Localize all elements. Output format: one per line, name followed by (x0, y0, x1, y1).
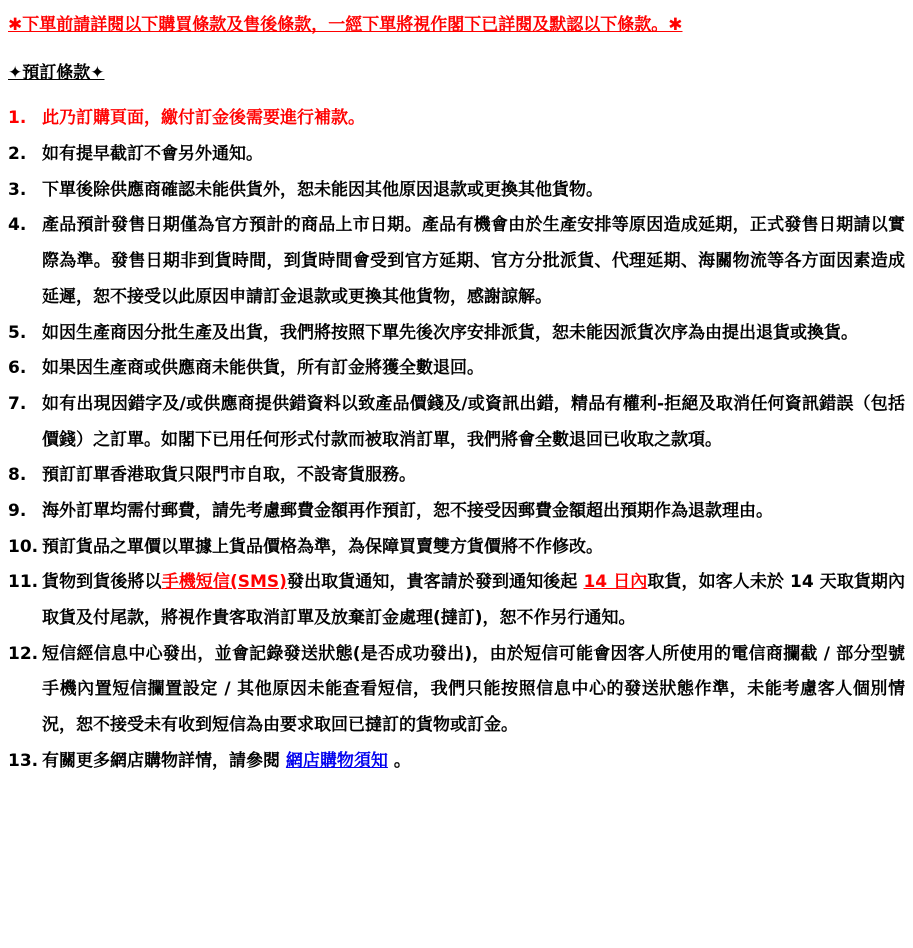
term-item (8, 101, 905, 137)
term-text (42, 137, 905, 173)
term-number: 13. (8, 750, 39, 771)
term-number: 9. (8, 500, 27, 521)
term-text (42, 458, 905, 494)
term-number: 7. (8, 393, 27, 414)
term-text (42, 530, 905, 566)
term-item (8, 173, 905, 209)
term-text (42, 387, 905, 458)
shop-notice-link[interactable]: 網店購物須知 (285, 750, 388, 771)
term-segment: 如果因生產商或供應商未能供貨，所有訂金將獲全數退回。 (42, 358, 484, 379)
term-segment: 。 (387, 750, 411, 771)
term-number: 10. (8, 536, 39, 557)
term-number: 4. (8, 215, 27, 236)
term-segment: 如因生產商因分批生產及出貨，我們將按照下單先後次序安排派貨，恕未能因派貨次序為由提出退貨或換貨。 (42, 322, 858, 343)
term-segment: 下單後除供應商確認未能供貨外，恕未能因其他原因退款或更換其他貨物。 (42, 179, 603, 200)
term-number: 2. (8, 144, 27, 165)
term-segment: 預訂貨品之單價以單據上貨品價格為準，為保障買賣雙方貨價將不作修改。 (42, 536, 603, 557)
term-number: 11. (8, 572, 39, 593)
term-segment: 如有出現因錯字及/或供應商提供錯資料以致產品價錢及/或資訊出錯，精品有權利-拒絕及取消任何資訊錯誤（包括價錢）之訂單。如閣下已用任何形式付款而被取消訂單，我們將會全數退回已收取之款項。 (42, 393, 905, 450)
term-item (8, 351, 905, 387)
term-number: 1. (8, 108, 27, 129)
section-heading: ✦預訂條款✦ (8, 62, 105, 83)
term-number: 12. (8, 643, 39, 664)
term-segment: 預訂訂單香港取貨只限門市自取，不設寄貨服務。 (42, 465, 416, 486)
term-segment: 取貨，如客人未於 14 天取貨期內取貨及付尾款，將視作貴客取消訂單及放棄訂金處理(撻訂)，恕不作另行通知。 (42, 572, 906, 628)
term-number: 3. (8, 179, 27, 200)
term-text (42, 351, 905, 387)
term-segment: 發出取貨通知，貴客請於發到通知後起 (286, 572, 584, 593)
term-number: 6. (8, 358, 27, 379)
term-text (42, 101, 905, 137)
term-item (8, 565, 905, 636)
term-item (8, 387, 905, 458)
term-text (42, 637, 905, 744)
term-item (8, 744, 905, 780)
term-segment: 海外訂單均需付郵費，請先考慮郵費金額再作預訂，恕不接受因郵費金額超出預期作為退款理由。 (42, 500, 773, 521)
terms-list (8, 101, 905, 779)
term-item (8, 208, 905, 315)
term-segment: 短信經信息中心發出，並會記錄發送狀態(是否成功發出)，由於短信可能會因客人所使用的電信商攔截 / 部分型號手機內置短信攔置設定 / 其他原因未能查看短信，我們只能按照信息中心的發送狀態作準，未能考慮客人個別情況，恕不接受未有收到短信為由要求取回已撻訂的貨物或訂金。 (42, 643, 905, 736)
highlighted-text: 14 日內 (583, 572, 648, 593)
term-segment: 此乃訂購頁面，繳付訂金後需要進行補款。 (42, 108, 365, 129)
term-segment: 有關更多網店購物詳情，請參閱 (42, 750, 286, 771)
term-item (8, 494, 905, 530)
term-text (42, 744, 905, 780)
term-segment: 貨物到貨後將以 (42, 572, 162, 593)
page-title: ✱下單前請詳閱以下購買條款及售後條款，一經下單將視作閣下已詳閱及默認以下條款。✱ (8, 15, 683, 35)
term-item (8, 137, 905, 173)
term-item (8, 530, 905, 566)
term-text (42, 316, 905, 352)
term-segment: 產品預計發售日期僅為官方預計的商品上市日期。產品有機會由於生產安排等原因造成延期，正式發售日期請以實際為準。發售日期非到貨時間，到貨時間會受到官方延期、官方分批派貨、代理延期、海關物流等各方面因素造成延遲，恕不接受以此原因申請訂金退款或更換其他貨物，感謝諒解。 (42, 215, 905, 307)
term-item (8, 458, 905, 494)
term-segment: 如有提早截訂不會另外通知。 (42, 144, 263, 165)
term-text (42, 173, 905, 209)
term-item (8, 316, 905, 352)
term-text (42, 494, 905, 530)
term-text (42, 208, 905, 315)
highlighted-text: 手機短信(SMS) (161, 572, 287, 593)
term-number: 8. (8, 465, 27, 486)
term-number: 5. (8, 322, 27, 343)
term-item (8, 637, 905, 744)
term-text (42, 565, 905, 636)
